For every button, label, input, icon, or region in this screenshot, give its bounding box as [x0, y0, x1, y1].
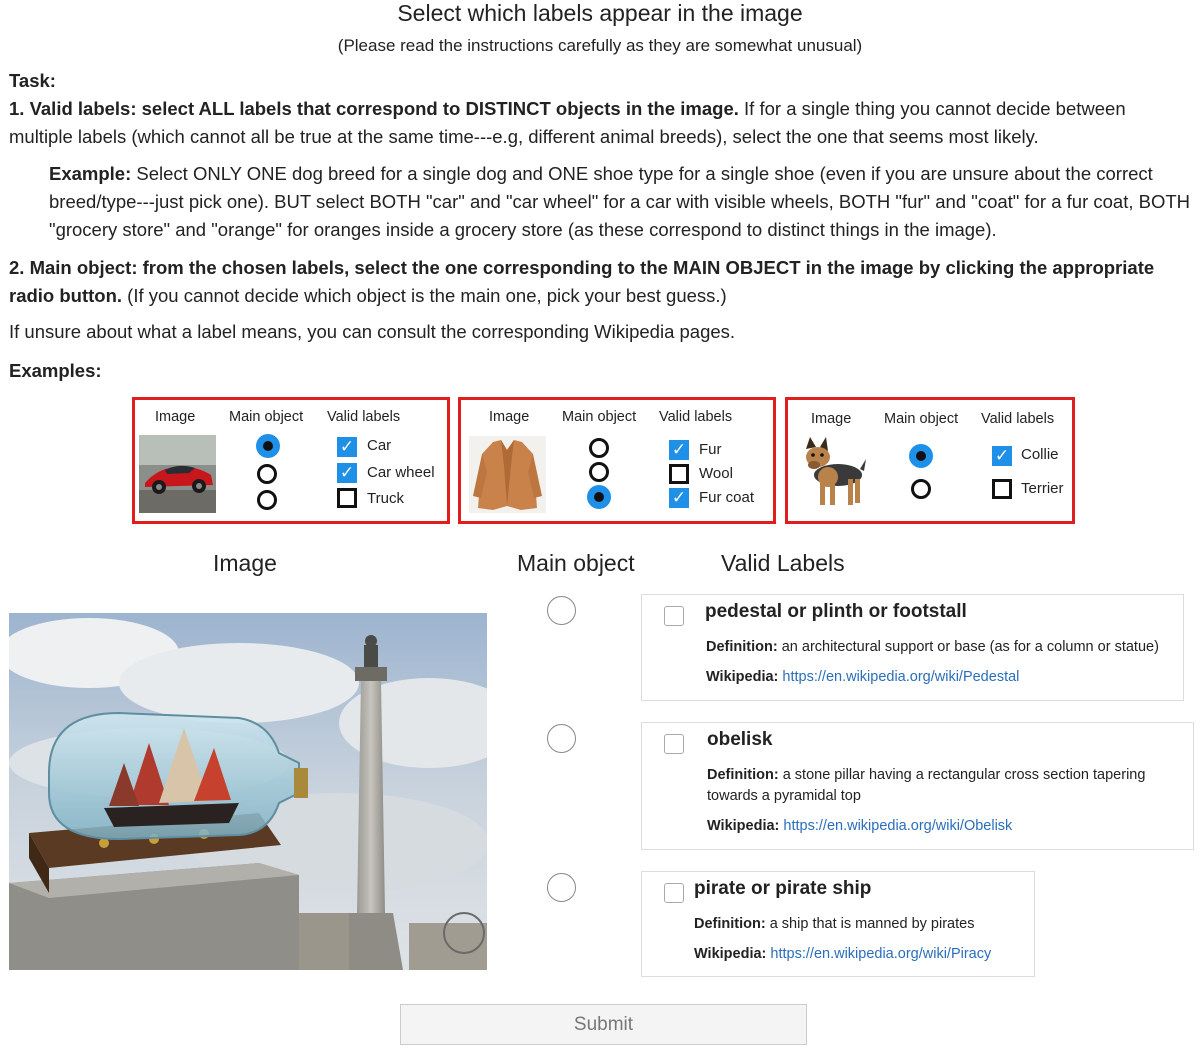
label-checkbox-obelisk[interactable] — [664, 734, 684, 754]
label-card-pedestal — [641, 594, 1184, 701]
instruction-valid-labels-text: If for a single thing you cannot decide between multiple labels (which cannot all be true at the same time---e.g, different animal breeds), select the one that seems most likely. — [9, 98, 1126, 147]
instruction-example — [49, 160, 1199, 244]
example-car-image-header: Image — [155, 409, 196, 425]
example-coat-check-3: ✓ — [669, 488, 689, 508]
example-dog-valid-header: Valid labels — [981, 411, 1055, 427]
label-card-obelisk — [641, 722, 1194, 850]
main-image — [9, 613, 487, 970]
examples-heading: Examples: — [9, 360, 102, 381]
example-car-radio-3 — [257, 490, 277, 510]
example-dog-label-1: Collie — [1021, 446, 1059, 463]
example-coat — [458, 397, 776, 524]
example-car-main-header: Main object — [229, 409, 304, 425]
label-definition-tag-pirate-ship: Definition: — [694, 916, 766, 932]
main-object-column-header: Main object — [517, 550, 635, 576]
instruction-valid-labels — [9, 95, 1194, 151]
coat-photo-icon — [469, 436, 546, 513]
example-car-radio-2 — [257, 464, 277, 484]
example-car-label-3: Truck — [367, 490, 404, 507]
label-definition-pirate-ship — [694, 914, 1024, 935]
dog-photo-icon — [792, 435, 868, 512]
label-wiki-link-pedestal[interactable]: https://en.wikipedia.org/wiki/Pedestal — [782, 669, 1020, 685]
example-car-image — [139, 435, 216, 513]
instruction-main-object — [9, 254, 1194, 310]
label-checkbox-pirate-ship[interactable] — [664, 883, 684, 903]
example-dog-main-header: Main object — [884, 411, 959, 427]
instruction-wikipedia: If unsure about what a label means, you can consult the corresponding Wikipedia pages. — [9, 321, 736, 342]
example-car-label-1: Car — [367, 437, 392, 454]
instruction-main-object-text: (If you cannot decide which object is the main one, pick your best guess.) — [122, 285, 727, 306]
label-definition-tag-pedestal: Definition: — [706, 639, 778, 655]
example-dog-check-1: ✓ — [992, 446, 1012, 466]
example-car-check-1: ✓ — [337, 437, 357, 457]
image-column-header: Image — [213, 550, 277, 576]
example-coat-radio-2 — [589, 462, 609, 482]
example-dog-radio-2 — [911, 479, 931, 499]
label-definition-tag-obelisk: Definition: — [707, 767, 779, 783]
example-coat-main-header: Main object — [562, 409, 637, 425]
label-card-pirate-ship — [641, 871, 1035, 977]
example-coat-image — [469, 436, 546, 513]
valid-labels-column-header: Valid Labels — [721, 550, 845, 576]
instruction-example-bold: Example: — [49, 163, 132, 184]
main-object-radio-pedestal[interactable] — [547, 596, 576, 625]
example-coat-label-1: Fur — [699, 441, 722, 458]
label-wiki-pedestal — [706, 669, 1019, 685]
example-dog — [785, 397, 1075, 524]
label-definition-text-pirate-ship: a ship that is manned by pirates — [769, 916, 975, 932]
label-definition-text-pedestal: an architectural support or base (as for a column or statue) — [781, 639, 1159, 655]
example-coat-label-3: Fur coat — [699, 489, 755, 506]
label-wiki-tag-obelisk: Wikipedia: — [707, 818, 780, 834]
label-wiki-obelisk — [707, 818, 1012, 834]
submit-button[interactable]: Submit — [400, 1004, 807, 1045]
example-car-radio-1 — [256, 434, 280, 458]
label-wiki-link-obelisk[interactable]: https://en.wikipedia.org/wiki/Obelisk — [783, 818, 1013, 834]
label-checkbox-pedestal[interactable] — [664, 606, 684, 626]
ship-in-bottle-photo-icon — [9, 613, 487, 970]
page-title: Select which labels appear in the image — [397, 0, 803, 26]
example-car-valid-header: Valid labels — [327, 409, 401, 425]
label-name-pirate-ship: pirate or pirate ship — [694, 878, 872, 899]
task-heading: Task: — [9, 70, 56, 91]
label-wiki-tag-pedestal: Wikipedia: — [706, 669, 779, 685]
example-dog-check-2 — [992, 479, 1012, 499]
example-car-label-2: Car wheel — [367, 464, 435, 481]
label-definition-obelisk — [707, 765, 1157, 807]
example-car-check-2: ✓ — [337, 463, 357, 483]
page-subtitle: (Please read the instructions carefully as they are somewhat unusual) — [337, 36, 863, 55]
example-dog-radio-1 — [909, 444, 933, 468]
instruction-main-object-bold: 2. Main object: from the chosen labels, select the one corresponding to the MAIN OBJECT in the image by clicking the appropriate radio button. — [9, 257, 1155, 306]
instruction-valid-labels-bold: 1. Valid labels: select ALL labels that correspond to DISTINCT objects in the image. — [9, 98, 739, 119]
example-coat-radio-3 — [587, 485, 611, 509]
label-name-pedestal: pedestal or plinth or footstall — [705, 601, 967, 622]
label-wiki-pirate-ship — [694, 946, 991, 962]
example-dog-label-2: Terrier — [1021, 480, 1064, 497]
label-name-obelisk: obelisk — [707, 729, 773, 750]
example-dog-image — [792, 435, 868, 512]
example-coat-check-2 — [669, 464, 689, 484]
label-wiki-link-pirate-ship[interactable]: https://en.wikipedia.org/wiki/Piracy — [770, 946, 992, 962]
example-coat-image-header: Image — [489, 409, 530, 425]
example-car-check-3 — [337, 488, 357, 508]
example-coat-label-2: Wool — [699, 465, 733, 482]
instruction-example-text: Select ONLY ONE dog breed for a single dog and ONE shoe type for a single shoe (even if you are unsure about the correct breed/type---just pick one). BUT select BOTH "car" and "car wheel" for a car with visible wheels, BOTH "fur" and "coat" for a fur coat, BOTH "grocery store" and "orange" for oranges inside a grocery store (as these correspond to distinct things in the image). — [49, 163, 1191, 240]
example-coat-check-1: ✓ — [669, 440, 689, 460]
label-wiki-tag-pirate-ship: Wikipedia: — [694, 946, 767, 962]
car-photo-icon — [139, 435, 216, 513]
example-coat-valid-header: Valid labels — [659, 409, 733, 425]
example-coat-radio-1 — [589, 438, 609, 458]
example-dog-image-header: Image — [811, 411, 852, 427]
label-definition-text-obelisk: a stone pillar having a rectangular cross section tapering towards a pyramidal top — [707, 767, 1146, 804]
main-object-radio-obelisk[interactable] — [547, 724, 576, 753]
example-car — [132, 397, 450, 524]
label-definition-pedestal — [706, 637, 1176, 658]
main-object-radio-pirate-ship[interactable] — [547, 873, 576, 902]
